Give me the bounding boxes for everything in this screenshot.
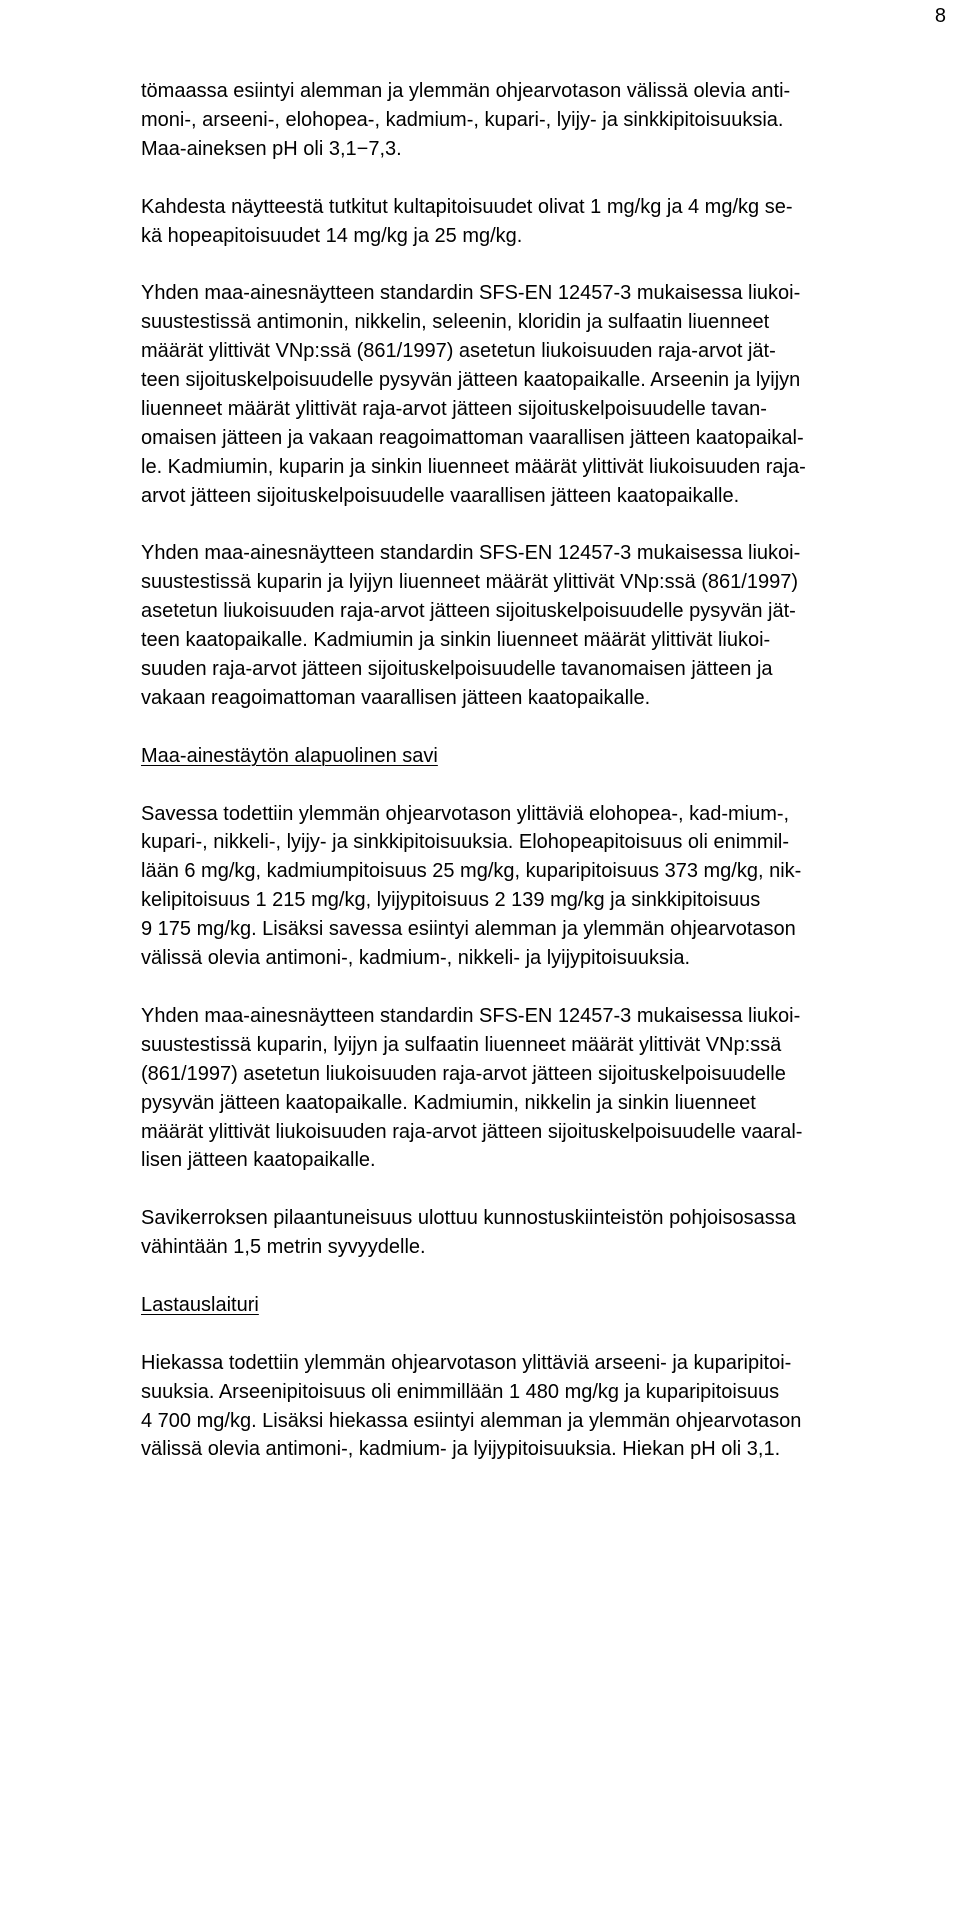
- document-body: [141, 77, 931, 1464]
- paragraph-sand-concentrations: Hiekassa todettiin ylemmän ohjearvotason ylittäviä arseeni- ja kuparipitoi- suuksia. Arseenipitoisuus oli enimmillään 1 480 mg/kg ja kuparipitoisuus 4 700 mg/kg. Lisäksi hiekassa esiintyi alemman ja ylemmän ohjearvotason välissä olevia antimoni-, kadmium- ja lyijypitoisuuksia. Hiekan pH oli 3,1.: [141, 1351, 802, 1461]
- paragraph-gold-silver: Kahdesta näytteestä tutkitut kultapitoisuudet olivat 1 mg/kg ja 4 mg/kg se- kä hopeapitoisuudet 14 mg/kg ja 25 mg/kg.: [141, 195, 793, 247]
- paragraph-clay-leaching-test: Yhden maa-ainesnäytteen standardin SFS-EN 12457-3 mukaisessa liukoi- suustestissä kuparin, lyijyn ja sulfaatin liuenneet määrät ylittivät VNp:ssä (861/1997) asetetun liukoisuuden raja-arvot jätteen sijoituskelpoisuudelle pysyvän jätteen kaatopaikalle. Kadmiumin, nikkelin ja sinkin liuenneet määrät ylittivät liukoisuuden raja-arvot jätteen sijoituskelpoisuudelle vaaral- lisen jätteen kaatopaikalle.: [141, 1004, 803, 1172]
- section-heading-clay: Maa-ainestäytön alapuolinen savi: [141, 744, 438, 767]
- paragraph-gap: [141, 973, 931, 1002]
- page-number: 8: [934, 5, 946, 27]
- paragraph-gap: [141, 511, 931, 540]
- paragraph-gap: [141, 164, 931, 193]
- paragraph-gap: [141, 1320, 931, 1349]
- paragraph-leaching-test-2: Yhden maa-ainesnäytteen standardin SFS-EN 12457-3 mukaisessa liukoi- suustestissä kuparin ja lyijyn liuenneet määrät ylittivät VNp:ssä (861/1997) asetetun liukoisuuden raja-arvot jätteen sijoituskelpoisuudelle pysyvän jät- teen kaatopaikalle. Kadmiumin ja sinkin liuenneet määrät ylittivät liukoi- suuden raja-arvot jätteen sijoituskelpoisuudelle tavanomaisen jätteen ja vakaan reagoimattoman vaarallisen jätteen kaatopaikalle.: [141, 542, 801, 709]
- section-heading-loading-dock: Lastauslaituri: [141, 1293, 259, 1316]
- paragraph-gap: [141, 250, 931, 279]
- paragraph-soil-concentrations: tömaassa esiintyi alemman ja ylemmän ohjearvotason välissä olevia anti- moni-, arseeni-, elohopea-, kadmium-, kupari-, lyijy- ja sinkkipitoisuuksia. Maa-aineksen pH oli 3,1−7,3.: [141, 80, 791, 160]
- paragraph-clay-depth: Savikerroksen pilaantuneisuus ulottuu kunnostuskiinteistön pohjoisosassa vähintään 1,5 metrin syvyydelle.: [141, 1207, 796, 1259]
- paragraph-gap: [141, 713, 931, 742]
- paragraph-gap: [141, 1262, 931, 1291]
- paragraph-clay-concentrations: Savessa todettiin ylemmän ohjearvotason ylittäviä elohopea-, kad-mium-, kupari-, nikkeli-, lyijy- ja sinkkipitoisuuksia. Elohopeapitoisuus oli enimmil- lään 6 mg/kg, kadmiumpitoisuus 25 mg/kg, kuparipitoisuus 373 mg/kg, nik- kelipitoisuus 1 215 mg/kg, lyijypitoisuus 2 139 mg/kg ja sinkkipitoisuus 9 175 mg/kg. Lisäksi savessa esiintyi alemman ja ylemmän ohjearvotason välissä olevia antimoni-, kadmium-, nikkeli- ja lyijypitoisuuksia.: [141, 802, 802, 970]
- paragraph-gap: [141, 771, 931, 800]
- paragraph-leaching-test-1: Yhden maa-ainesnäytteen standardin SFS-EN 12457-3 mukaisessa liukoi- suustestissä antimonin, nikkelin, seleenin, kloridin ja sulfaatin liuenneet määrät ylittivät VNp:ssä (861/1997) asetetun liukoisuuden raja-arvot jät- teen sijoituskelpoisuudelle pysyvän jätteen kaatopaikalle. Arseenin ja lyijyn liuenneet määrät ylittivät raja-arvot jätteen sijoituskelpoisuudelle tavan- omaisen jätteen ja vakaan reagoimattoman vaarallisen jätteen kaatopaikal- le. Kadmiumin, kuparin ja sinkin liuenneet määrät ylittivät liukoisuuden raja- arvot jätteen sijoituskelpoisuudelle vaarallisen jätteen kaatopaikalle.: [141, 282, 806, 507]
- paragraph-gap: [141, 1175, 931, 1204]
